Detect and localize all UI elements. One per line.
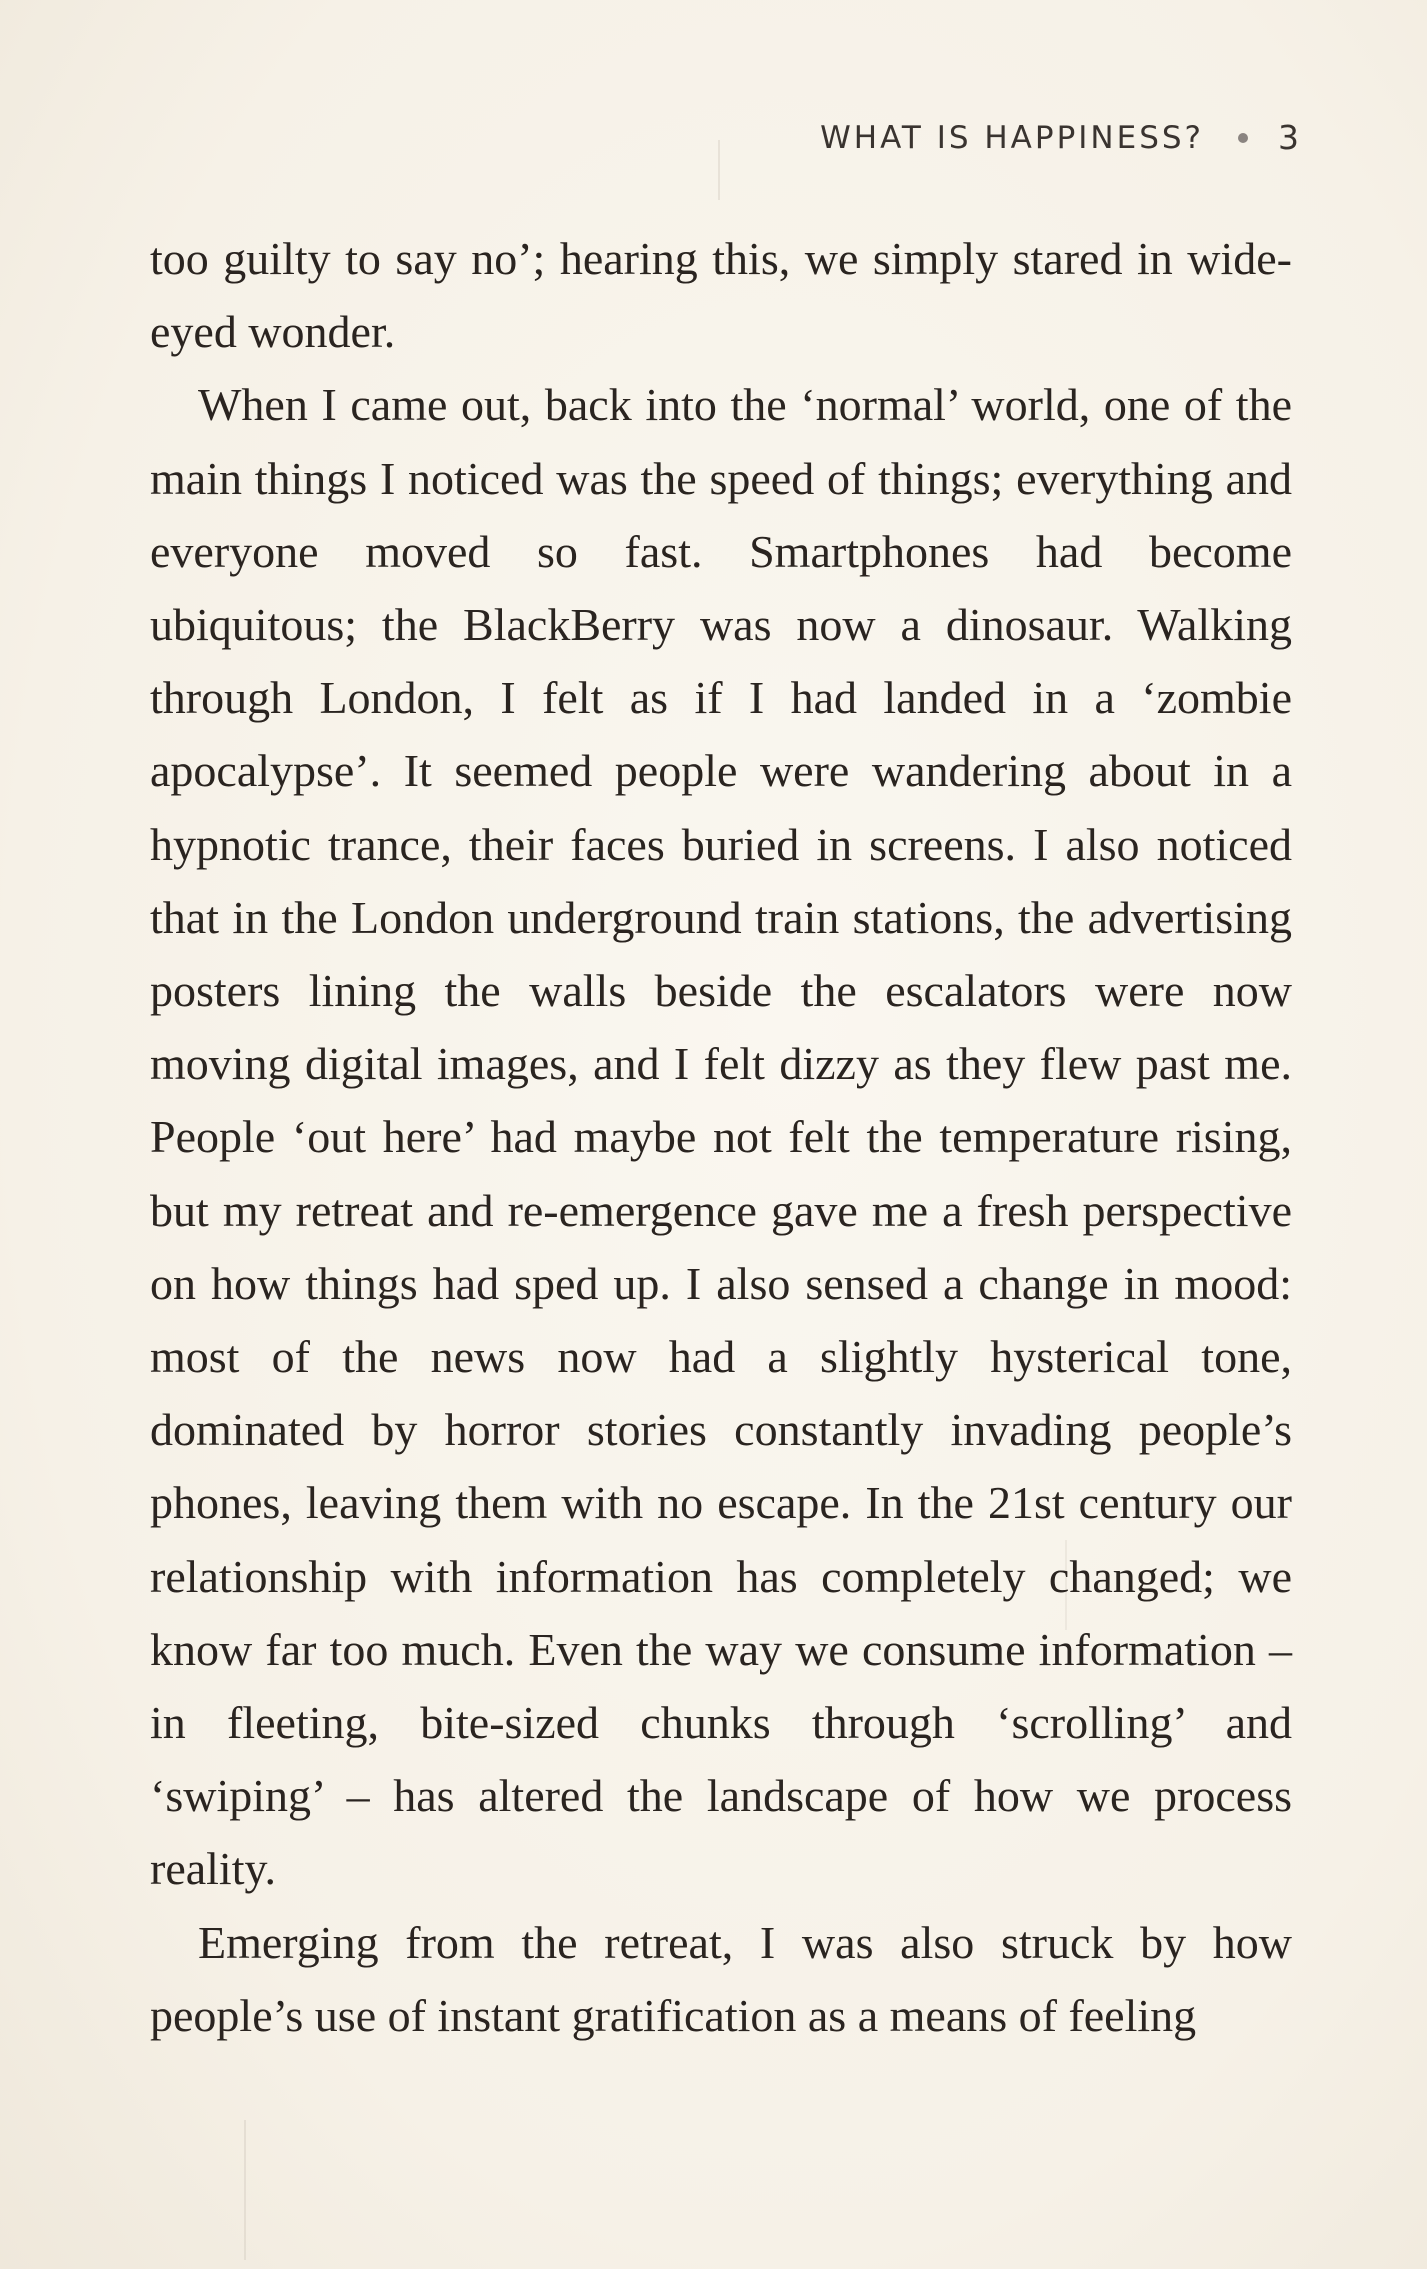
paragraph: When I came out, back into the ‘normal’ world, one of the main things I noticed was the speed of things; everything and everyone moved so fast. Smartphones had become ubiquitous; the BlackBerry was now a dinosaur. Walking through London, I felt as if I had landed in a ‘zombie apocalypse’. It seemed people were wandering about in a hypnotic trance, their faces buried in screens. I also noticed that in the London underground train stations, the advertising posters lining the walls beside the escalators were now moving digital images, and I felt dizzy as they flew past me. People ‘out here’ had maybe not felt the temperature rising, but my retreat and re-emergence gave me a fresh perspective on how things had sped up. I also sensed a change in mood: most of the news now had a slightly hysterical tone, dominated by horror stories constantly invading people’s phones, leaving them with no escape. In the 21st century our relationship with information has completely changed; we know far too much. Even the way we consume information – in fleeting, bite-sized chunks through ‘scrolling’ and ‘swiping’ – has altered the landscape of how we process reality. bbox=[150, 379, 1292, 1895]
running-head bbox=[820, 118, 1299, 157]
paragraph: Emerging from the retreat, I was also struck by how people’s use of instant gratification as a means of feeling bbox=[150, 1916, 1292, 2041]
show-through-line bbox=[718, 140, 720, 200]
paragraph: too guilty to say no’; hearing this, we simply stared in wide-eyed wonder. bbox=[150, 233, 1292, 358]
show-through-line bbox=[244, 2120, 246, 2260]
section-title: WHAT IS HAPPINESS? bbox=[820, 119, 1204, 156]
body-text bbox=[150, 222, 1292, 2052]
bullet-separator-icon bbox=[1238, 133, 1248, 143]
page-number: 3 bbox=[1278, 118, 1299, 157]
